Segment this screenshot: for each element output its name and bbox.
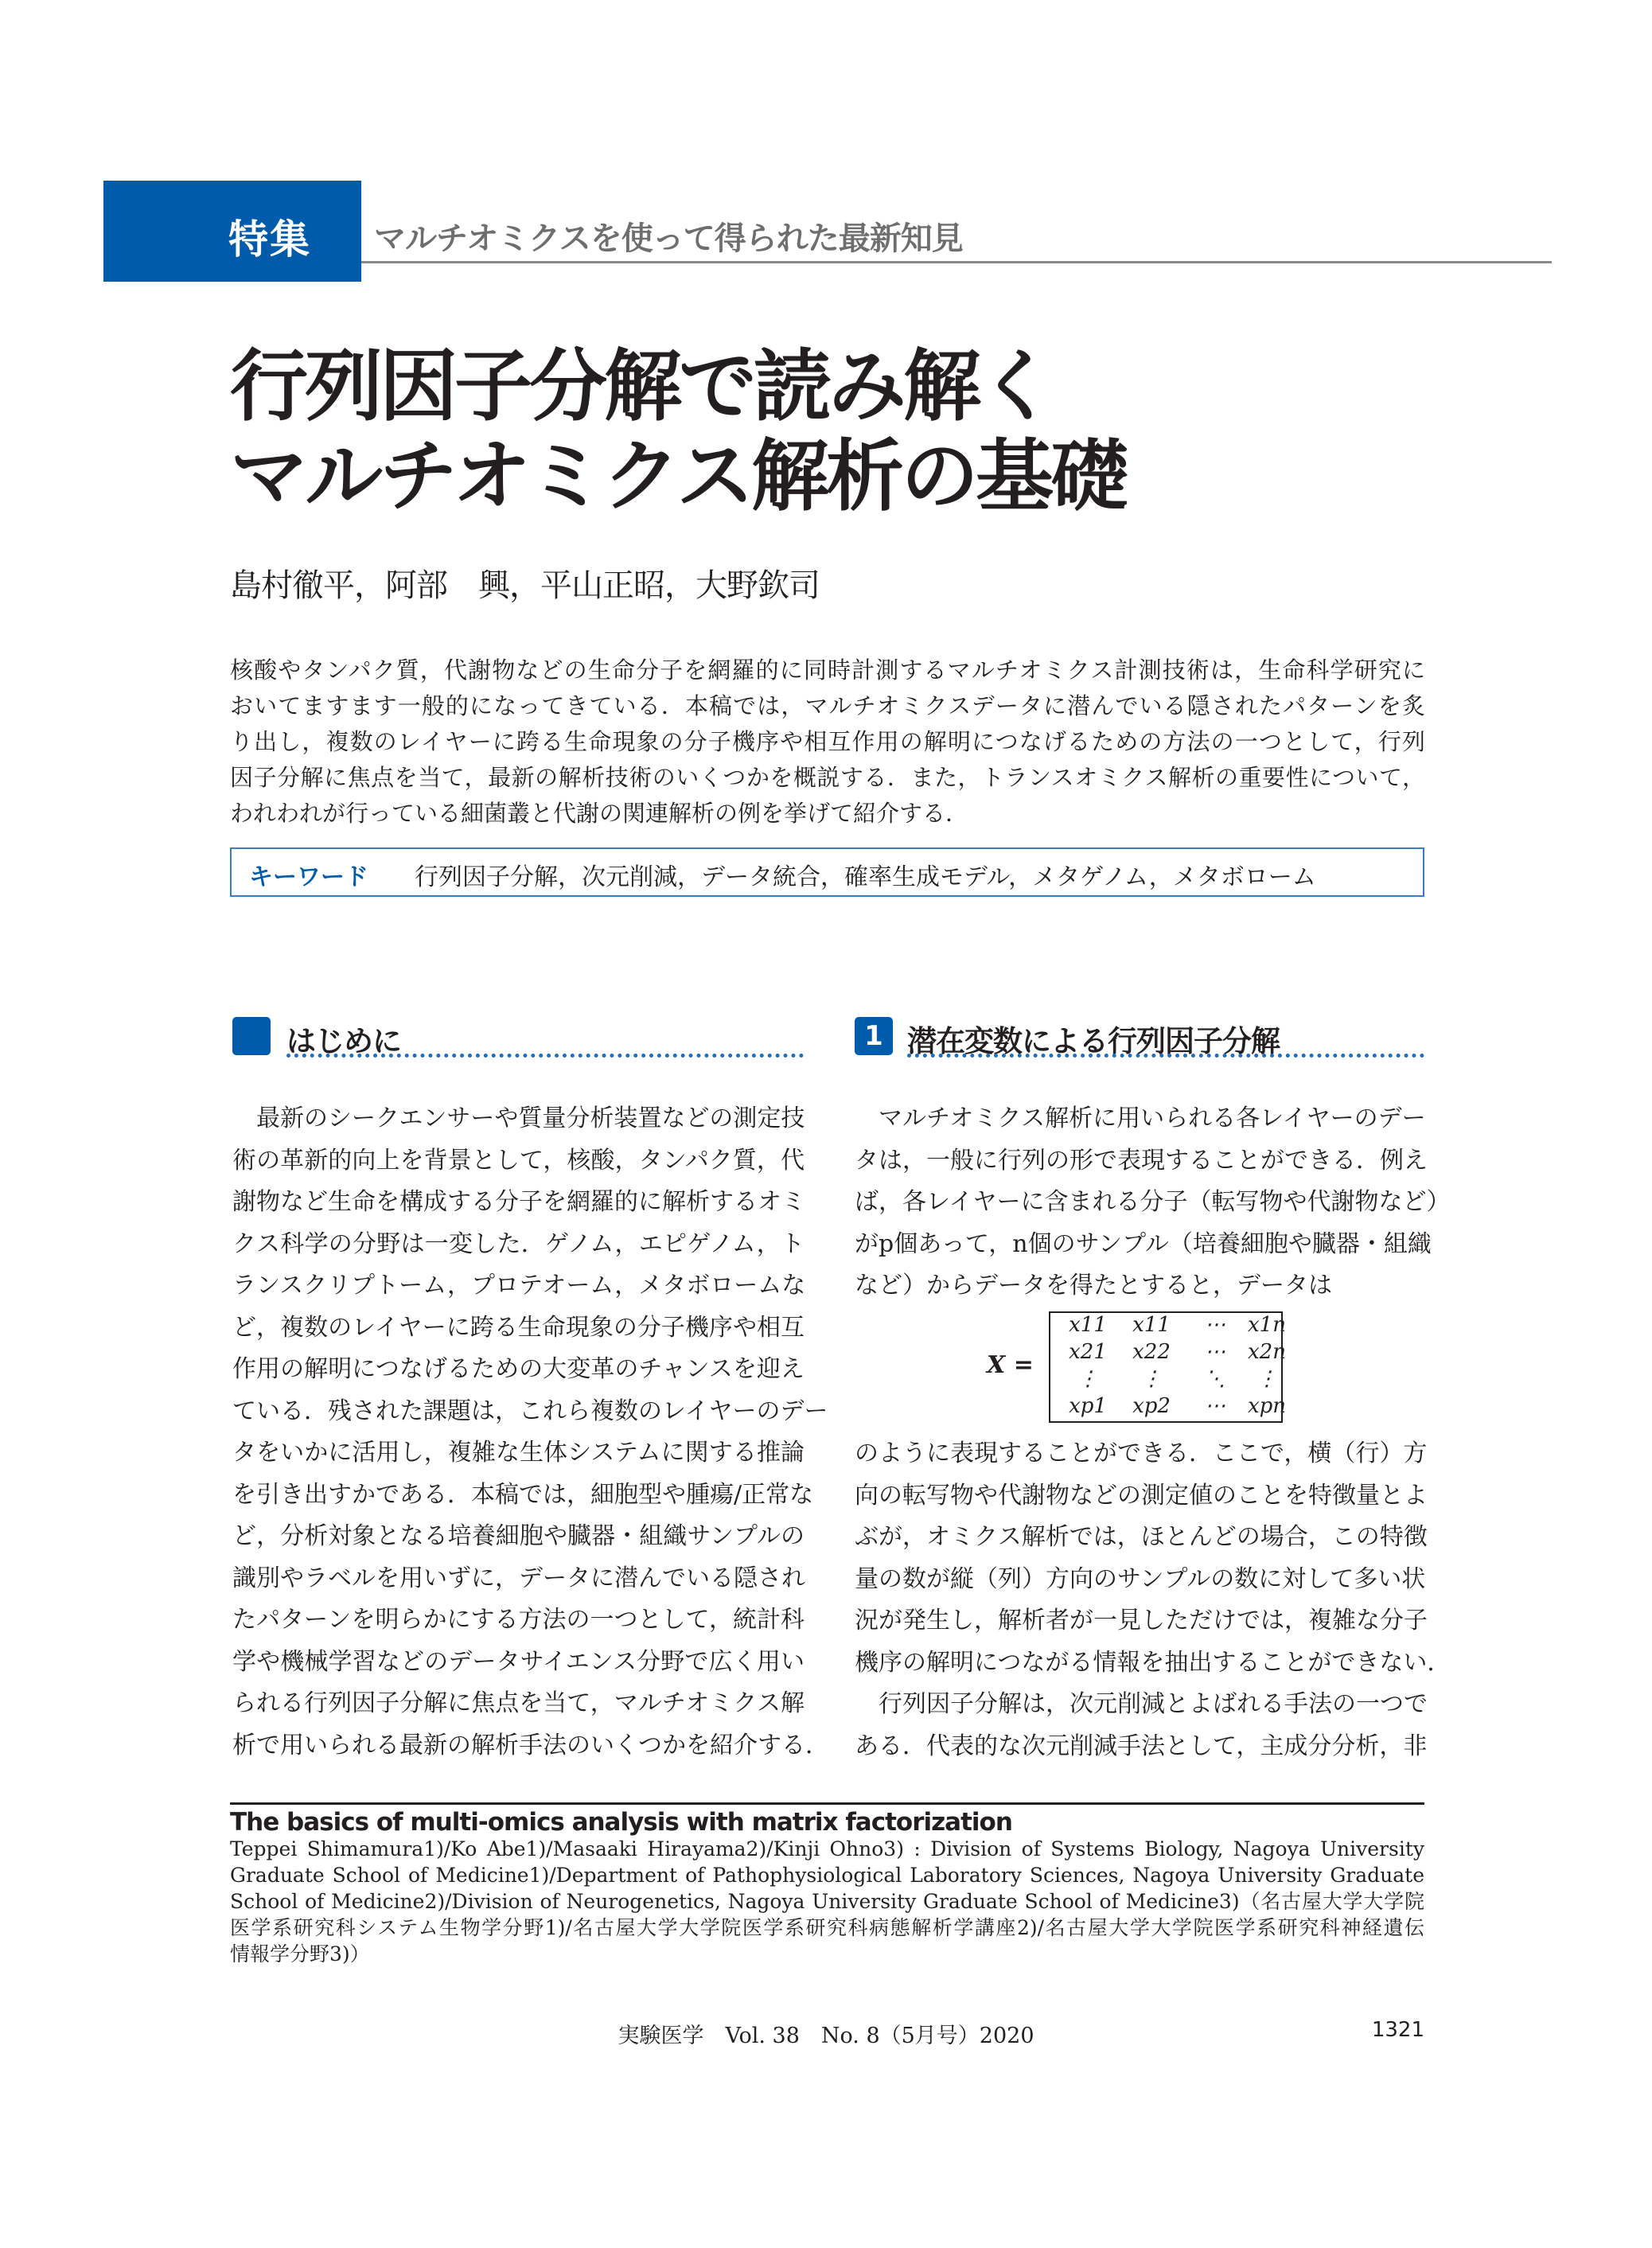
body-line: を引き出すかである．本稿では，細胞型や腫瘍/正常な	[232, 1480, 814, 1509]
body-line: がp個あって，n個のサンプル（培養細胞や臓器・組織	[855, 1229, 1432, 1258]
article-title	[230, 342, 1125, 522]
keywords-label: キーワード	[249, 863, 368, 891]
affiliation-line: Graduate School of Medicine1)/Department of Pathophysiological Laboratory Sciences, Nagoya University Graduate	[230, 1864, 1424, 1887]
body-line: マルチオミクス解析に用いられる各レイヤーのデー	[855, 1105, 1426, 1132]
matrix-cell: xp2	[1132, 1394, 1171, 1418]
body-line: 向の転写物や代謝物などの測定値のことを特徴量とよ	[855, 1481, 1428, 1510]
title-line-1: 行列因子分解で読み解く	[230, 341, 1054, 432]
abstract-line: おいてますます一般的になってきている．本稿では，マルチオミクスデータに潜んでいる隠されたパターンを炙	[230, 692, 1425, 719]
body-line: ぶが，オミクス解析では，ほとんどの場合，この特徴	[855, 1523, 1428, 1551]
matrix-cell: ⋮	[1077, 1367, 1098, 1391]
abstract-line: り出し，複数のレイヤーに跨る生命現象の分子機序や相互作用の解明につなげるための方法の一つとして，行列	[230, 728, 1425, 755]
body-line: 析で用いられる最新の解析手法のいくつかを紹介する．	[232, 1731, 829, 1759]
series-title: マルチオミクスを使って得られた最新知見	[374, 220, 963, 257]
section-marker	[232, 1017, 271, 1055]
matrix-cell: x2n	[1248, 1340, 1286, 1364]
body-line: クス科学の分野は一変した．ゲノム，エピゲノム，ト	[232, 1229, 805, 1258]
title-line-2: マルチオミクス解析の基礎	[230, 431, 1126, 522]
page-number: 1321	[1371, 2018, 1424, 2042]
affiliations	[230, 1836, 1424, 1967]
feature-tag: 特集	[228, 216, 311, 263]
body-line: のように表現することができる．ここで，横（行）方	[855, 1440, 1428, 1467]
feature-tag-box	[103, 181, 361, 282]
body-line: ば，各レイヤーに含まれる分子（転写物や代謝物など）	[855, 1188, 1451, 1216]
keywords-terms: 行列因子分解，次元削減，データ統合，確率生成モデル，メタゲノム，メタボローム	[415, 863, 1316, 891]
section-number: 1	[855, 1017, 893, 1055]
body-line: 量の数が縦（列）方向のサンプルの数に対して多い状	[855, 1564, 1426, 1593]
affiliation-line: 医学系研究科システム生物学分野1)/名古屋大学大学院医学系研究科病態解析学講座2)/名古屋大学大学院医学系研究科神経遺伝	[230, 1916, 1424, 1939]
authors: 島村徹平，阿部 興，平山正昭，大野欽司	[230, 567, 820, 604]
body-line: 作用の解明につなげるための大変革のチャンスを迎え	[232, 1355, 805, 1383]
section-dotted-rule	[286, 1054, 804, 1058]
body-line: 術の革新的向上を背景として，核酸，タンパク質，代	[232, 1146, 805, 1175]
matrix-cell: x21	[1069, 1340, 1107, 1364]
matrix-cell: x11	[1069, 1313, 1107, 1337]
section-dotted-rule	[907, 1054, 1424, 1058]
abstract-line: われわれが行っている細菌叢と代謝の関連解析の例を挙げて紹介する．	[230, 800, 969, 827]
matrix-cell: x22	[1132, 1340, 1171, 1364]
body-line: ある．代表的な次元削減手法として，主成分分析，非	[855, 1732, 1428, 1760]
section1-body-after	[855, 1433, 1451, 1767]
body-line: 謝物など生命を構成する分子を網羅的に解析するオミ	[232, 1188, 805, 1216]
body-line: たパターンを明らかにする方法の一つとして，統計科	[232, 1606, 805, 1634]
body-line: られる行列因子分解に焦点を当て，マルチオミクス解	[232, 1689, 805, 1717]
section-heading-intro: はじめに	[286, 1024, 401, 1058]
abstract	[230, 653, 1425, 832]
keywords-box	[230, 847, 1424, 897]
body-line: 識別やラベルを用いずに，データに潜んでいる隠され	[232, 1564, 805, 1592]
body-line: 況が発生し，解析者が一見しただけでは，複雑な分子	[855, 1607, 1428, 1634]
body-line: 学や機械学習などのデータサイエンス分野で広く用い	[232, 1647, 805, 1676]
header-divider	[361, 261, 1552, 263]
footer-rule	[230, 1802, 1424, 1805]
matrix-cell: ⋮	[1141, 1367, 1162, 1391]
matrix-cells	[1060, 1313, 1291, 1421]
matrix-lhs: X =	[987, 1351, 1034, 1379]
abstract-line: 因子分解に焦点を当て，最新の解析技術のいくつかを概説する．また，トランスオミクス解析の重要性について，	[230, 764, 1425, 791]
matrix-cell: xpn	[1247, 1394, 1287, 1418]
body-line: ランスクリプトーム，プロテオーム，メタボロームな	[232, 1272, 806, 1299]
body-line: 行列因子分解は，次元削減とよばれる手法の一つで	[855, 1690, 1428, 1718]
matrix-cell: ⋱	[1205, 1367, 1225, 1391]
english-title: The basics of multi-omics analysis with matrix factorization	[230, 1808, 1012, 1837]
matrix-cell: ⋯	[1205, 1313, 1225, 1337]
body-line: ど，分析対象となる培養細胞や臓器・組織サンプルの	[232, 1522, 805, 1550]
body-line: など）からデータを得たとすると，データは	[855, 1272, 1332, 1299]
affiliation-line: 情報学分野3)）	[230, 1942, 370, 1966]
abstract-line: 核酸やタンパク質，代謝物などの生命分子を網羅的に同時計測するマルチオミクス計測技術は，生命科学研究に	[230, 656, 1425, 684]
journal-footer: 実験医学 Vol. 38 No. 8（5月号）2020	[618, 2024, 1034, 2048]
body-line: 機序の解明につながる情報を抽出することができない．	[855, 1648, 1451, 1677]
matrix-cell: ⋯	[1205, 1340, 1225, 1364]
intro-body	[232, 1098, 829, 1767]
matrix-cell: x11	[1132, 1313, 1171, 1337]
matrix-cell: ⋮	[1257, 1367, 1277, 1391]
affiliation-line: Teppei Shimamura1)/Ko Abe1)/Masaaki Hirayama2)/Kinji Ohno3) : Division of Systems Biology, Nagoya University	[230, 1837, 1424, 1860]
body-line: ている．残された課題は，これら複数のレイヤーのデー	[232, 1397, 828, 1425]
body-line: タをいかに活用し，複雑な生体システムに関する推論	[232, 1439, 805, 1467]
body-line: 最新のシークエンサーや質量分析装置などの測定技	[232, 1105, 805, 1132]
section-heading-1: 潜在変数による行列因子分解	[907, 1024, 1280, 1058]
matrix-cell: ⋯	[1205, 1394, 1225, 1418]
affiliation-line: School of Medicine2)/Division of Neurogenetics, Nagoya University Graduate School of Medicine3)（名古屋大学大学院	[230, 1890, 1424, 1913]
matrix-cell: x1n	[1248, 1313, 1286, 1337]
body-line: タは，一般に行列の形で表現することができる．例え	[855, 1146, 1428, 1175]
body-line: ど，複数のレイヤーに跨る生命現象の分子機序や相互	[232, 1313, 805, 1342]
section1-body-before	[855, 1098, 1451, 1307]
matrix-cell: xp1	[1069, 1394, 1107, 1418]
